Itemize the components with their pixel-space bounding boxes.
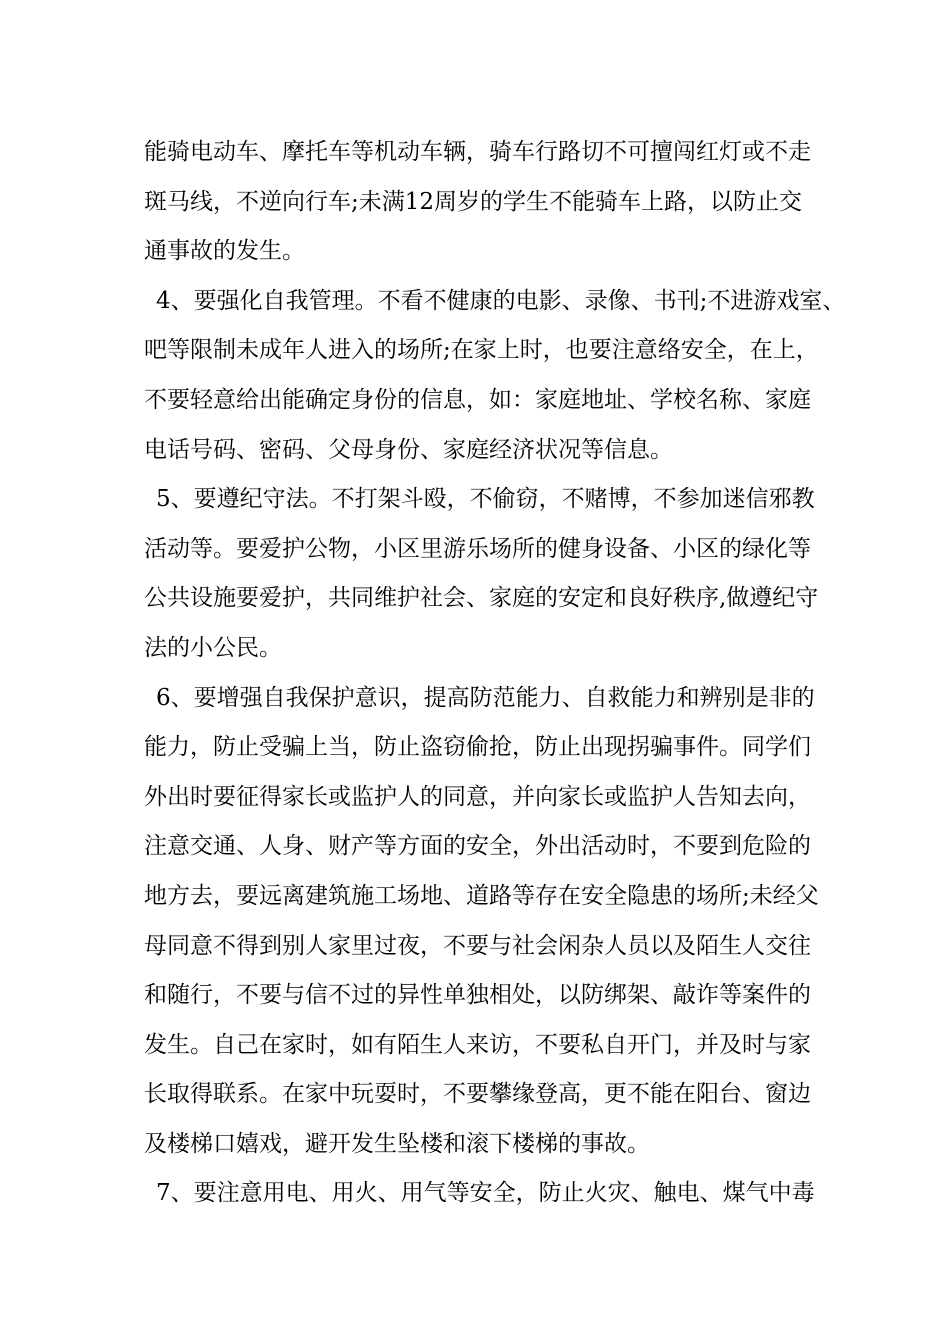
text-line: 电话号码、密码、父母身份、家庭经济状况等信息。	[144, 436, 673, 463]
text-line: 6、要增强自我保护意识，提高防范能力、自救能力和辨别是非的	[156, 684, 815, 711]
text-line: 法的小公民。	[144, 634, 282, 661]
text-line: 母同意不得到别人家里过夜，不要与社会闲杂人员以及陌生人交往	[144, 932, 811, 959]
text-line: 活动等。要爱护公物，小区里游乐场所的健身设备、小区的绿化等	[144, 535, 811, 562]
text-line: 地方去，要远离建筑施工场地、道路等存在安全隐患的场所;未经父	[144, 882, 819, 909]
text-line: 4、要强化自我管理。不看不健康的电影、录像、书刊;不进游戏室、	[156, 287, 846, 314]
text-line: 吧等限制未成年人进入的场所;在家上时，也要注意络安全，在上，	[144, 337, 819, 364]
text-line: 5、要遵纪守法。不打架斗殴，不偷窃，不赌博，不参加迷信邪教	[156, 486, 815, 513]
text-line: 公共设施要爱护，共同维护社会、家庭的安定和良好秩序,做遵纪守	[144, 585, 819, 612]
text-line: 外出时要征得家长或监护人的同意，并向家长或监护人告知去向，	[144, 783, 811, 810]
text-line: 能力，防止受骗上当，防止盗窃偷抢，防止出现拐骗事件。同学们	[144, 734, 811, 761]
text-line: 7、要注意用电、用火、用气等安全，防止火灾、触电、煤气中毒	[156, 1180, 815, 1207]
text-line: 和随行，不要与信不过的异性单独相处，以防绑架、敲诈等案件的	[144, 982, 811, 1009]
body-text	[144, 128, 844, 1219]
text-line: 及楼梯口嬉戏，避开发生坠楼和滚下楼梯的事故。	[144, 1130, 650, 1157]
text-line: 不要轻意给出能确定身份的信息，如：家庭地址、学校名称、家庭	[144, 386, 811, 413]
text-line: 发生。自己在家时，如有陌生人来访，不要私自开门，并及时与家	[144, 1031, 811, 1058]
text-line: 能骑电动车、摩托车等机动车辆，骑车行路切不可擅闯红灯或不走	[144, 139, 811, 165]
text-line: 通事故的发生。	[144, 238, 305, 265]
text-line: 注意交通、人身、财产等方面的安全，外出活动时，不要到危险的	[144, 833, 811, 860]
text-line: 长取得联系。在家中玩耍时，不要攀缘登高，更不能在阳台、窗边	[144, 1081, 811, 1108]
text-line: 斑马线，不逆向行车;未满12周岁的学生不能骑车上路，以防止交	[144, 188, 803, 215]
